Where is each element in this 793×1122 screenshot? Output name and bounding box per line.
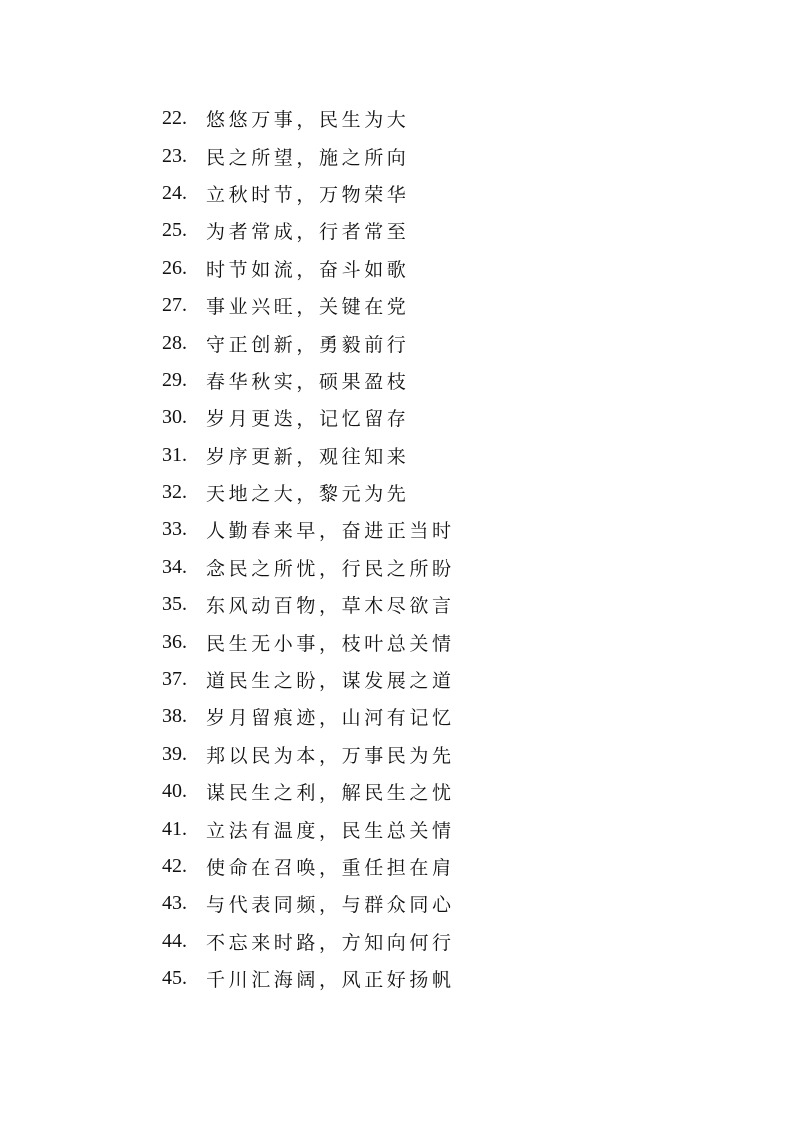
item-number: 35. (162, 593, 187, 616)
item-text: 岁月更迭，记忆留存 (206, 408, 410, 431)
item-text: 春华秋实，硕果盈枝 (206, 370, 410, 393)
list-item (162, 287, 455, 324)
item-text: 道民生之盼，谋发展之道 (206, 670, 455, 693)
list-item (162, 698, 455, 735)
item-number: 36. (162, 630, 187, 653)
item-text: 与代表同频，与群众同心 (206, 894, 455, 917)
item-text: 为者常成，行者常至 (206, 221, 410, 244)
item-text: 岁序更新，观往知来 (206, 445, 410, 468)
list-item (162, 960, 455, 997)
list-item (162, 586, 455, 623)
item-number: 38. (162, 705, 187, 728)
item-text: 民之所望，施之所向 (206, 146, 410, 169)
item-text: 天地之大，黎元为先 (206, 483, 410, 506)
list-item (162, 511, 455, 548)
item-text: 不忘来时路，方知向何行 (206, 931, 455, 954)
list-item (162, 100, 455, 137)
item-text: 守正创新，勇毅前行 (206, 333, 410, 356)
item-number: 23. (162, 144, 187, 167)
item-number: 39. (162, 742, 187, 765)
item-text: 邦以民为本，万事民为先 (206, 744, 455, 767)
item-number: 22. (162, 107, 187, 130)
item-number: 45. (162, 967, 187, 990)
list-item (162, 474, 455, 511)
list-item (162, 623, 455, 660)
list-item (162, 437, 455, 474)
item-number: 44. (162, 929, 187, 952)
slogan-list (162, 100, 455, 997)
list-item (162, 885, 455, 922)
list-item (162, 399, 455, 436)
list-item (162, 549, 455, 586)
item-number: 40. (162, 780, 187, 803)
item-number: 26. (162, 256, 187, 279)
item-text: 岁月留痕迹，山河有记忆 (206, 707, 455, 730)
item-text: 事业兴旺，关键在党 (206, 296, 410, 319)
item-text: 千川汇海阔，风正好扬帆 (206, 969, 455, 992)
item-number: 43. (162, 892, 187, 915)
item-number: 37. (162, 668, 187, 691)
list-item (162, 848, 455, 885)
list-item (162, 736, 455, 773)
list-item (162, 324, 455, 361)
item-number: 32. (162, 481, 187, 504)
item-number: 42. (162, 855, 187, 877)
list-item (162, 923, 455, 960)
item-number: 29. (162, 368, 187, 391)
item-text: 东风动百物，草木尽欲言 (206, 595, 455, 618)
item-number: 28. (162, 331, 187, 354)
item-text: 立秋时节，万物荣华 (206, 183, 410, 206)
item-text: 悠悠万事，民生为大 (206, 109, 410, 132)
item-text: 时节如流，奋斗如歌 (206, 258, 410, 281)
item-text: 谋民生之利，解民生之忧 (206, 782, 455, 805)
item-number: 34. (162, 555, 187, 578)
list-item (162, 250, 455, 287)
list-item (162, 175, 455, 212)
item-number: 25. (162, 219, 187, 242)
list-item (162, 773, 455, 810)
list-item (162, 810, 455, 847)
item-text: 念民之所忧，行民之所盼 (206, 557, 455, 580)
item-text: 立法有温度，民生总关情 (206, 819, 455, 842)
item-number: 30. (162, 406, 187, 429)
list-item (162, 362, 455, 399)
list-item (162, 212, 455, 249)
list-item (162, 137, 455, 174)
item-number: 24. (162, 181, 187, 204)
item-number: 41. (162, 817, 187, 840)
item-text: 使命在召唤，重任担在肩 (206, 857, 455, 879)
list-item (162, 661, 455, 698)
item-number: 27. (162, 294, 187, 317)
item-text: 民生无小事，枝叶总关情 (206, 632, 455, 655)
item-number: 33. (162, 518, 187, 541)
item-text: 人勤春来早，奋进正当时 (206, 520, 455, 543)
item-number: 31. (162, 443, 187, 466)
